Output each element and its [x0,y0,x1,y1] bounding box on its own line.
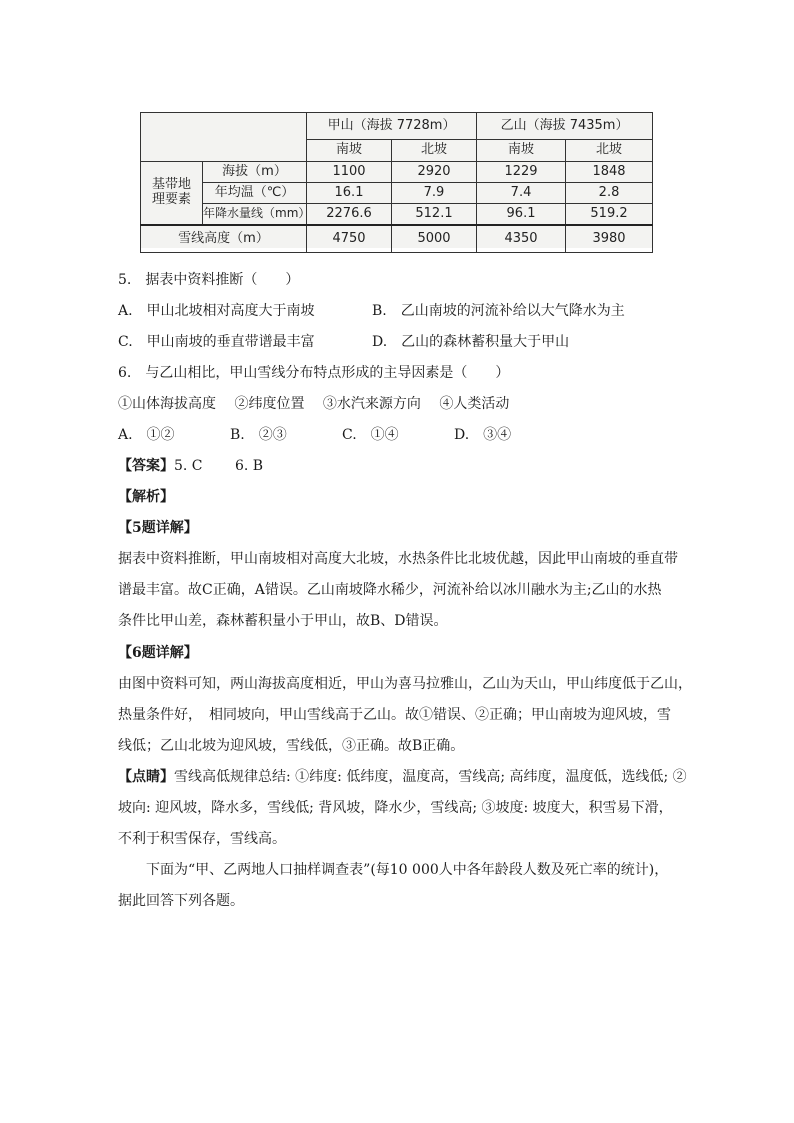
table-cell: 96.1 [477,204,566,226]
q5-option-c: C. 甲山南坡的垂直带谱最丰富 [118,334,315,350]
table-cell: 4750 [307,225,392,253]
table-cell: 519.2 [566,204,653,226]
row-label-temperature: 年均温（℃） [203,183,307,204]
subheader-b-north: 北坡 [566,140,653,162]
category-line-1: 基带地 [151,177,191,193]
header-mountain-b: 乙山（海拔 7435m） [477,113,653,140]
intro-line-2: 据此回答下列各题。 [118,893,244,909]
table-cell: 5000 [392,225,477,253]
q5-detail-line-1: 据表中资料推断，甲山南坡相对高度大北坡，水热条件比北坡优越，因此甲山南坡的垂直带 [118,551,678,567]
row-label-precipitation: 年降水量线（mm） [203,204,307,226]
question-6-stem: 6. 与乙山相比，甲山雪线分布特点形成的主导因素是（ ） [118,365,510,381]
q6-option-b: B. ②③ [230,427,287,443]
table-cell: 512.1 [392,204,477,226]
highlight-line-1 [118,767,687,787]
intro-line-1: 下面为“甲、乙两地人口抽样调查表”(每10 000人中各年龄段人数及死亡率的统计)， [146,862,669,878]
q6-detail-label: 【6题详解】 [118,645,198,661]
q5-option-d: D. 乙山的森林蓄积量大于甲山 [372,334,570,350]
question-5-stem: 5. 据表中资料推断（ ） [118,272,300,288]
subheader-a-north: 北坡 [392,140,477,162]
q6-detail-line-3: 线低；乙山北坡为迎风坡，雪线低，③正确。故B正确。 [118,738,465,754]
answer-line [118,456,263,476]
table-cell: 2276.6 [307,204,392,226]
answer-text: 5. C 6. B [174,458,264,474]
highlight-label: 【点睛】 [118,769,174,785]
mountain-data-table-wrapper [140,112,652,248]
table-cell: 1848 [566,162,653,183]
category-line-2: 理要素 [151,192,191,207]
q5-option-b: B. 乙山南坡的河流补给以大气降水为主 [372,303,625,319]
q6-option-d: D. ③④ [454,427,512,443]
q5-detail-label: 【5题详解】 [118,520,198,536]
header-mountain-a: 甲山（海拔 7728m） [307,113,477,140]
category-cell [141,162,203,226]
q6-detail-line-1: 由图中资料可知，两山海拔高度相近，甲山为喜马拉雅山，乙山为天山，甲山纬度低于乙山， [118,676,692,692]
table-cell: 2920 [392,162,477,183]
row-label-snowline: 雪线高度（m） [141,225,307,253]
q5-detail-line-2: 谱最丰富。故C正确，A错误。乙山南坡降水稀少，河流补给以冰川融水为主;乙山的水热 [118,582,662,598]
highlight-line-3: 不利于积雪保存，雪线高。 [118,831,286,847]
table-corner-cell [141,113,307,162]
q6-option-a: A. ①② [118,427,175,443]
q6-option-c: C. ①④ [342,427,399,443]
subheader-a-south: 南坡 [307,140,392,162]
q5-detail-line-3: 条件比甲山差，森林蓄积量小于甲山，故B、D错误。 [118,613,448,629]
table-cell: 3980 [566,225,653,253]
table-cell: 2.8 [566,183,653,204]
mountain-data-table [140,112,653,253]
q5-option-a: A. 甲山北坡相对高度大于南坡 [118,303,315,319]
table-cell: 4350 [477,225,566,253]
answer-label: 【答案】 [118,458,174,474]
highlight-text-1: 雪线高低规律总结: ①纬度: 低纬度，温度高，雪线高; 高纬度，温度低，选线低; ② [174,769,687,785]
table-cell: 16.1 [307,183,392,204]
table-cell: 1229 [477,162,566,183]
q6-detail-line-2: 热量条件好， 相同坡向，甲山雪线高于乙山。故①错误、②正确；甲山南坡为迎风坡，雪 [118,707,671,723]
table-cell: 1100 [307,162,392,183]
highlight-line-2: 坡向: 迎风坡，降水多，雪线低; 背风坡，降水少，雪线高; ③坡度: 坡度大，积雪易下滑， [118,800,673,816]
analysis-label: 【解析】 [118,489,174,505]
row-label-altitude: 海拔（m） [203,162,307,183]
q6-items: ①山体海拔高度 ②纬度位置 ③水汽来源方向 ④人类活动 [118,396,510,412]
table-cell: 7.9 [392,183,477,204]
table-cell: 7.4 [477,183,566,204]
subheader-b-south: 南坡 [477,140,566,162]
